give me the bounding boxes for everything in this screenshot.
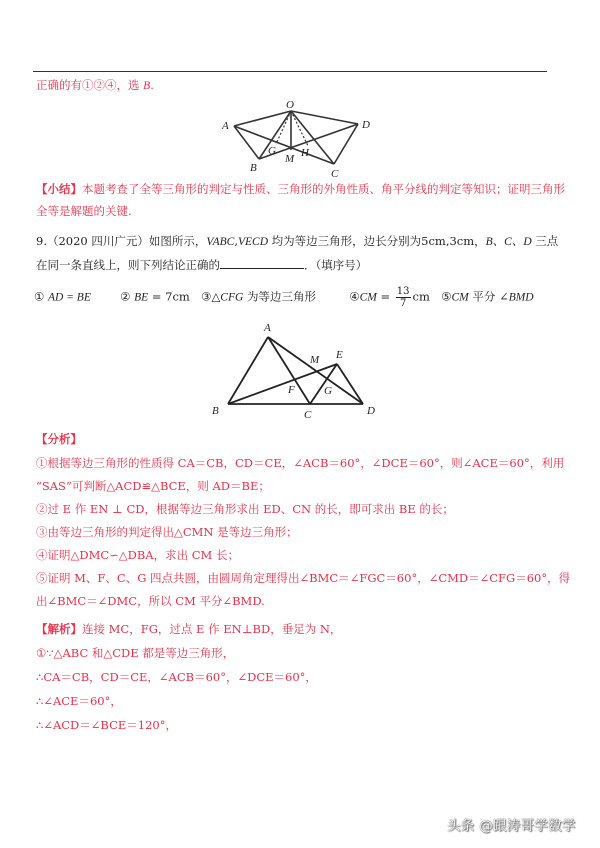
solution-line-4: ∴∠ACD＝∠BCE＝120°， — [36, 718, 177, 732]
label-O: O — [286, 99, 294, 111]
option-3-text: 为等边三角形 — [243, 289, 316, 304]
option-2-number: ② — [120, 289, 131, 304]
question-text: 均为等边三角形，边长分别为 — [268, 234, 422, 248]
label-A: A — [264, 322, 271, 334]
label-G: G — [324, 385, 332, 397]
side-lengths: 5cm,3cm — [421, 234, 475, 248]
solution-line-1: ①∵△ABC 和△CDE 都是等边三角形， — [36, 646, 235, 660]
analysis-line-3: ②过 E 作 EN ⊥ CD，根据等边三角形求出 ED、CN 的长，即可求出 BE 的长； — [36, 502, 454, 516]
question-text: ， — [474, 234, 486, 248]
question-source: （2020 四川广元） — [46, 234, 149, 248]
option-5-angle: ∠BMD — [499, 291, 534, 304]
collinear-points: B、C、D — [485, 236, 532, 248]
question-text: 三点 — [531, 234, 559, 248]
solution-line-3: ∴∠ACE＝60°， — [36, 694, 122, 708]
label-E: E — [336, 349, 343, 361]
label-M: M — [310, 354, 320, 366]
equals-sign: = — [376, 289, 394, 304]
solution-line-2: ∴CA＝CB，CD＝CE，∠ACB＝60°，∠DCE＝60°， — [36, 670, 317, 684]
label-M: M — [285, 153, 295, 165]
answer-end: . — [150, 78, 154, 92]
analysis-line-4: ③由等边三角形的判定得出△CMN 是等边三角形； — [36, 525, 298, 539]
denominator: 7 — [399, 298, 407, 309]
question-text: 在同一条直线上，则下列结论正确的 — [36, 258, 220, 272]
option-5-number: ⑤ — [441, 289, 452, 304]
unit: cm — [412, 289, 430, 304]
question-text: ．（填序号） — [304, 258, 368, 272]
label-D: D — [362, 119, 370, 131]
label-B: B — [250, 162, 257, 174]
analysis-line-7: 出∠BMC＝∠DMC，所以 CM 平分∠BMD. — [36, 594, 265, 608]
analysis-line-2: “SAS”可判断△ACD≌△BCE，则 AD＝BE； — [36, 479, 270, 493]
answer-text: 正确的有①②④，选 — [36, 78, 144, 92]
question-number: 9. — [36, 234, 47, 248]
option-5-text: 平分 — [468, 289, 500, 304]
watermark: 头条 @跟涛哥学数学 — [447, 818, 576, 834]
option-3-triangle: △CFG — [211, 291, 244, 304]
option-4-number: ④ — [349, 289, 360, 304]
label-F: F — [288, 384, 295, 396]
label-H: H — [301, 147, 309, 159]
option-2-value: = 7cm — [148, 289, 190, 304]
label-C: C — [304, 409, 312, 421]
label-D: D — [367, 405, 375, 417]
analysis-line-1: ①根据等边三角形的性质得 CA＝CB，CD＝CE，∠ACB＝60°，∠DCE＝60°，则∠ACE＝60°，利用 — [36, 456, 565, 470]
option-1: AD = BE — [47, 291, 91, 304]
option-4-var: CM — [359, 291, 377, 304]
solution-tag: 【解析】 — [36, 622, 82, 636]
analysis-line-6: ⑤证明 M、F、C、G 四点共圆，由圆周角定理得出∠BMC＝∠FGC＝60°，∠CMD＝∠CFG＝60°，得 — [36, 571, 571, 585]
option-1-number: ① — [34, 289, 45, 304]
label-C: C — [331, 168, 339, 180]
solution-intro — [36, 621, 341, 637]
summary-tag: 【小结】 — [36, 182, 82, 196]
option-3-number: ③ — [201, 289, 212, 304]
option-2-var: BE — [134, 291, 149, 304]
analysis-tag: 【分析】 — [36, 432, 82, 446]
solution-intro-text: 连接 MC，FG，过点 E 作 EN⊥BD，垂足为 N， — [82, 622, 342, 636]
separator: , — [234, 234, 238, 248]
triangle-abc: VABC — [206, 236, 235, 248]
label-A: A — [222, 120, 229, 132]
summary-text-2: 全等是解题的关键. — [36, 204, 132, 218]
summary-text: 本题考查了全等三角形的判定与性质、三角形的外角性质、角平分线的判定等知识；证明三角形 — [82, 182, 565, 196]
triangle-ecd: VECD — [237, 236, 268, 248]
option-5-var: CM — [451, 291, 469, 304]
label-B: B — [212, 405, 219, 417]
question-text: 如图所示， — [148, 234, 207, 248]
numerator: 13 — [396, 286, 410, 297]
answer-choice: B — [143, 80, 151, 92]
analysis-line-5: ④证明△DMC∽△DBA，求出 CM 长； — [36, 548, 239, 562]
label-G: G — [268, 145, 276, 157]
